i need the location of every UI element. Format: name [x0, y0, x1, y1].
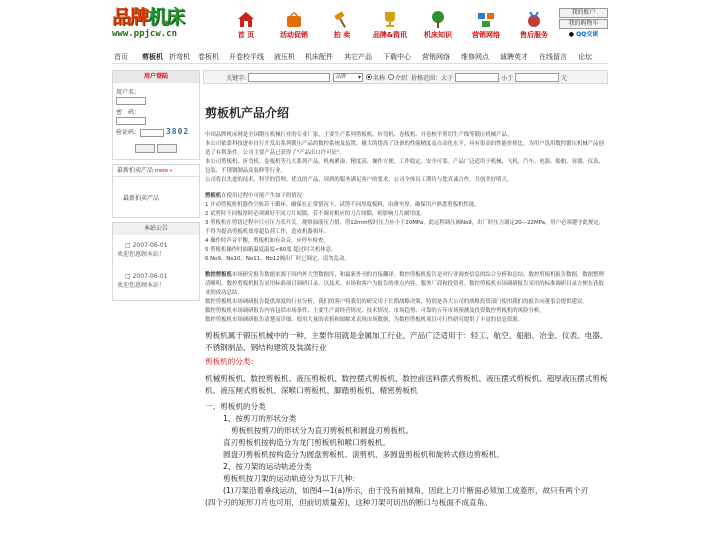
login-button[interactable]: [135, 144, 155, 153]
intro-block: [205, 131, 608, 185]
main-nav-item[interactable]: 卷板机: [198, 53, 219, 61]
main-nav-item[interactable]: 开卷校平线: [229, 53, 264, 61]
main-nav-item[interactable]: 论坛: [578, 53, 592, 61]
more-link[interactable]: more »: [154, 168, 173, 174]
summary-paragraph: 剪板机属于锻压机械中的一种，主要作用就是金属加工行业。产品广泛适用于：轻工、航空、船舶、冶金、仪表、电器、不锈钢制品、钢结构建筑及装潢行业: [205, 331, 608, 352]
top-nav-item[interactable]: [414, 8, 462, 42]
search-bar: [203, 70, 608, 84]
qq-icon: ●: [568, 31, 574, 38]
main-nav: [112, 51, 608, 64]
network-icon: [476, 10, 496, 28]
subsection-line: 圆盘刃剪板机按构造分为圆盘剪板机、滚剪机、多圆盘剪板机和旋转式修边剪板机。: [223, 450, 504, 459]
price-min-input[interactable]: [455, 73, 499, 82]
tree-icon: [428, 10, 448, 28]
notice-panel: [112, 222, 200, 301]
house-icon: [236, 10, 256, 28]
my-account-button[interactable]: 我的账户: [559, 8, 608, 18]
category-title: 剪板机的分类：: [205, 357, 259, 366]
main-nav-item[interactable]: 剪板机: [142, 53, 163, 61]
top-nav-label: 品牌&资讯: [372, 31, 408, 39]
notice-title: 本站公告: [113, 223, 199, 235]
intro-paragraph: 中国品牌机床网是全国锻压机械行业的专业厂家，主要生产系列剪板机、折弯机、卷板机、开卷校平剪切生产线等锻压机械产品。: [205, 132, 513, 138]
report-line: 数控剪板机市场调研报告清楚而详细、使用大量的表格和图解来表现市场数据，为数控剪板机项目可行性研究提供了丰富的信息资源。: [205, 317, 524, 323]
intro-paragraph: 本公司剪板机、折弯机、卷板机等几大系列产品，机构紧凑、精度高、操作方便、工作稳定、安全可靠。产品广泛适用于机械、飞机、汽车、电器、船舶、容器、仪表、包装、不锈钢制品及装修等行业。: [205, 159, 604, 174]
top-nav-label: 活动促销: [280, 31, 308, 39]
new-auction-panel: [112, 164, 200, 218]
top-nav-label: 拍 卖: [333, 31, 351, 39]
captcha-image[interactable]: 3802: [165, 127, 190, 136]
usage-step: 3 剪板机在剪切过程中只可压力表开关，观察油液压力值，剪12mm板时压力应小于20MPa。此远程调压阀No9，出厂时压力调定20—22MPa，用户必须遵守此规定，不得为提高剪板机效率超负荷工作，造成机器损坏。: [205, 220, 605, 235]
notice-item[interactable]: [117, 272, 195, 290]
price-max-input[interactable]: [515, 73, 559, 82]
usage-head: 剪板机: [205, 193, 222, 199]
notice-date: □ 2007-06-01: [117, 272, 195, 281]
subsection-heading: 1、按剪刀的形状分类: [223, 414, 297, 423]
shopping-bag-icon: [284, 10, 304, 28]
main-nav-item[interactable]: 折弯机: [169, 53, 190, 61]
main-nav-item[interactable]: 诚聘英才: [500, 53, 528, 61]
login-panel: [112, 70, 200, 160]
logo-url: www.ppjcw.cn: [112, 29, 178, 39]
register-button[interactable]: [157, 144, 177, 153]
keyword-input[interactable]: [248, 73, 330, 82]
captcha-label: 验证码：: [116, 129, 141, 136]
main-nav-item[interactable]: 下载中心: [383, 53, 411, 61]
category-list: 机械剪板机、数控剪板机、液压剪板机、数控摆式剪板机、数控前送料摆式剪板机、液压摆式剪板机、超厚液压摆式剪板机、液压闸式剪板机、深喉口剪板机、脚踏剪板机、精密剪板机: [205, 374, 608, 395]
main-nav-item[interactable]: 营销网络: [422, 53, 450, 61]
report-text: 市场研究报告数据来源于国内外大型数据库，和最新外刊的直接翻译。数控剪板机报告是对行业调查信息的综合分析和总结。数控剪板机报告数据，数据整理清晰明。数控剪板机报告采用标准项目调研目录。以技术、市场和客户为报告的重点内容。服务厂商和投资者。数控剪板机市场调研报告采用的标准调研目录方便在获取业的成功总结。: [205, 272, 604, 296]
report-line: 数控剪板机市场调研报告内容包括市场条件、主要生产商经营情况、技术情况、市场趋势、可靠的五年市场预测及投资数控剪板机的风险分析。: [205, 308, 545, 314]
username-input[interactable]: [116, 97, 146, 105]
qq-chat-link[interactable]: ● QQ交谈: [568, 31, 599, 38]
subsection-line: 直刃剪板机按构造分为龙门剪板机和喉口剪板机。: [223, 438, 391, 447]
section-heading: 一、剪板机的分类: [205, 402, 266, 411]
top-nav-label: 营销网络: [472, 31, 500, 39]
password-input[interactable]: [116, 117, 146, 125]
top-nav-label: 机床知识: [424, 31, 452, 39]
price-label: 价格范围：大于: [411, 74, 454, 82]
usage-step: 1 开动剪板机机器作空转若干循环，确保在正常情况下，试剪不同厚度板料，由薄至厚。确保用户熟悉剪板机性能。: [205, 202, 480, 208]
top-nav-item[interactable]: [462, 8, 510, 42]
price-unit: 元: [561, 74, 568, 82]
password-label: 密 码：: [116, 109, 141, 116]
report-block: [205, 271, 608, 325]
main-nav-item[interactable]: 机床配件: [305, 53, 333, 61]
intro-paragraph: 本公司依靠科技进步自行开发出系列锻压产品的数控系统及装置，极大的提高了设备的性能精度及自动化水平，具有很高的性能价格比，为用户选用数控锻压机械产品创造了有利条件。公司主要产品已获得了"产品出口许可证"。: [205, 141, 604, 156]
trophy-icon: [380, 10, 400, 28]
usage-block: [205, 192, 608, 264]
usage-step: 2 试剪时不同板厚时必须调好不同刀片间隙，若不调对相应的刀片间隙，则影响刀片耐用度。: [205, 211, 426, 217]
login-title: 用户登陆: [113, 71, 199, 83]
report-head: 数控剪板机: [205, 272, 232, 278]
notice-text: 欢迎您惠顾本站！: [117, 251, 166, 258]
main-nav-item[interactable]: 在线留言: [539, 53, 567, 61]
page-title: 剪板机产品介绍: [205, 106, 290, 120]
main-nav-item[interactable]: 其它产品: [344, 53, 372, 61]
usage-head-rest: 在使用过程中可能产生如下的情况：: [221, 193, 308, 199]
main-nav-item[interactable]: 液压机: [274, 53, 295, 61]
top-nav-item[interactable]: [366, 8, 414, 42]
gavel-icon: [332, 10, 352, 28]
main-content: [203, 70, 608, 509]
medal-icon: [524, 10, 544, 28]
subsection-line: 剪板机按刀架的运动轨迹分为以下几种：: [223, 474, 360, 483]
report-line: 数控剪板机市场调研报告提供深度的行业分析，我们的客户将我们的研究用于长期战略决策，特别是各大公司的战略投资部门使用我们的报告向董事会提供建议。: [205, 299, 588, 305]
username-label: 用户名：: [116, 89, 141, 96]
main-nav-item[interactable]: 首页: [114, 53, 128, 61]
user-box: [559, 8, 608, 40]
top-nav-item[interactable]: [318, 8, 366, 42]
usage-step: 4 操作时声音平衡，剪板机如有杂音，应停车检查。: [205, 238, 329, 244]
my-cart-button[interactable]: 我的购物车: [559, 19, 608, 29]
captcha-input[interactable]: [140, 129, 164, 137]
usage-step: 5 剪板机操作时油箱温度温度<60度 超过时关机休息。: [205, 247, 337, 253]
subsection-line: (1)刀架沿着垂线运动，如图4—1(a)所示，由于没有前倾角，因此上刀片断面必须加工成菱形，故只有两个刃: [223, 486, 589, 495]
site-logo[interactable]: [112, 6, 198, 44]
radio-intro[interactable]: 介绍: [388, 73, 407, 82]
left-sidebar: [112, 70, 200, 305]
subsection-line: 剪板机按剪刀的形状分为直刃剪板机和圆盘刃剪板机。: [231, 426, 414, 435]
main-nav-item[interactable]: 维修网点: [461, 53, 489, 61]
top-nav-item[interactable]: [270, 8, 318, 42]
search-type-select[interactable]: 品牌 ▾: [333, 73, 363, 82]
radio-name[interactable]: 名称: [366, 73, 385, 82]
subsection-heading: 2、按刀架的运动轨迹分类: [223, 462, 312, 471]
top-nav-item[interactable]: [510, 8, 558, 42]
subsection-line: (四个刃的矩形刀片也可用，但前切质量差)，这种刀架可切出的断口与板面不成直角。: [205, 498, 492, 507]
article: [203, 104, 608, 509]
logo-title: 品牌机床: [112, 6, 185, 28]
price-less-label: 小于: [501, 74, 514, 82]
notice-date: □ 2007-06-01: [117, 241, 195, 250]
new-auction-title: 最新拍卖产品: [117, 167, 154, 174]
top-icon-nav: [222, 8, 558, 42]
usage-step: 6 No9、No10、No11、No12阀出厂时已调定，请勿乱动。: [205, 256, 350, 262]
top-nav-label: 首 页: [237, 31, 255, 39]
new-auction-item[interactable]: 最新拍卖产品: [123, 195, 160, 202]
top-nav-label: 售后服务: [520, 31, 548, 39]
top-nav-item[interactable]: [222, 8, 270, 42]
keyword-label: 关键字:: [226, 74, 247, 82]
notice-item[interactable]: [117, 241, 195, 259]
notice-text: 欢迎您惠顾本站！: [117, 282, 166, 289]
intro-paragraph: 公司将以先进的技术、科学的管理、优良的产品、周到的服务满足客户的要求，公司全体员工期待与您真诚合作，共创美好明天。: [205, 177, 513, 183]
